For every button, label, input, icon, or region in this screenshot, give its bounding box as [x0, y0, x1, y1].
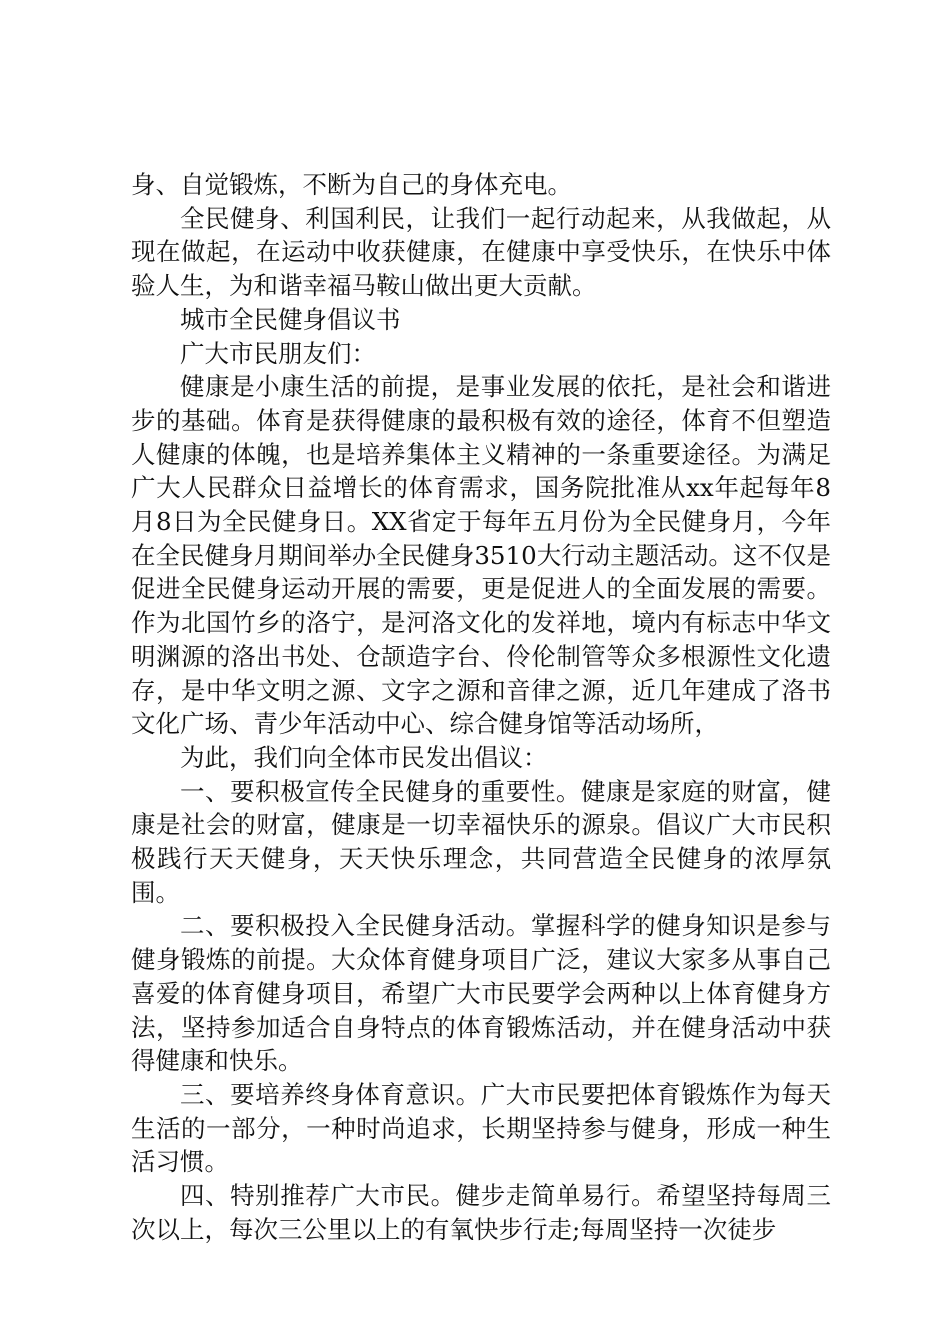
paragraph-point-two: 二、要积极投入全民健身活动。掌握科学的健身知识是参与健身锻炼的前提。大众体育健身项目广泛，建议大家多从事自己喜爱的体育健身项目，希望广大市民要学会两种以上体育健身方法，坚持参加适合自身特点的体育锻炼活动，并在健身活动中获得健康和快乐。 [131, 911, 831, 1076]
paragraph-proposal-lead: 为此，我们向全体市民发出倡议： [180, 742, 548, 772]
paragraph-point-three: 三、要培养终身体育意识。广大市民要把体育锻炼作为每天生活的一部分，一种时尚追求，长期坚持参与健身，形成一种生活习惯。 [131, 1079, 831, 1177]
document-body [131, 168, 831, 1247]
paragraph-introduction: 健康是小康生活的前提，是事业发展的依托，是社会和谐进步的基础。体育是获得健康的最积极有效的途径，体育不但塑造人健康的体魄，也是培养集体主义精神的一条重要途径。为满足广大人民群众日益增长的体育需求，国务院批准从xx年起每年8月8日为全民健身日。XX省定于每年五月份为全民健身月，今年在全民健身月期间举办全民健身3510大行动主题活动。这不仅是促进全民健身运动开展的需要，更是促进人的全面发展的需要。作为北国竹乡的洛宁，是河洛文化的发祥地，境内有标志中华文明渊源的洛出书处、仓颉造字台、伶伦制管等众多根源性文化遗存，是中华文明之源、文字之源和音律之源，近几年建成了洛书文化广场、青少年活动中心、综合健身馆等活动场所， [131, 372, 831, 739]
paragraph-point-four: 四、特别推荐广大市民。健步走简单易行。希望坚持每周三次以上，每次三公里以上的有氧快步行走;每周坚持一次徒步 [131, 1181, 831, 1244]
paragraph-point-one: 一、要积极宣传全民健身的重要性。健康是家庭的财富，健康是社会的财富，健康是一切幸福快乐的源泉。倡议广大市民积极践行天天健身，天天快乐理念，共同营造全民健身的浓厚氛围。 [131, 776, 831, 907]
document-title: 城市全民健身倡议书 [180, 304, 401, 334]
paragraph-continuation: 身、自觉锻炼，不断为自己的身体充电。 [131, 170, 572, 199]
salutation: 广大市民朋友们： [180, 338, 376, 368]
paragraph-closing-call: 全民健身、利国利民，让我们一起行动起来，从我做起，从现在做起，在运动中收获健康，在健康中享受快乐，在快乐中体验人生，为和谐幸福马鞍山做出更大贡献。 [131, 203, 831, 301]
